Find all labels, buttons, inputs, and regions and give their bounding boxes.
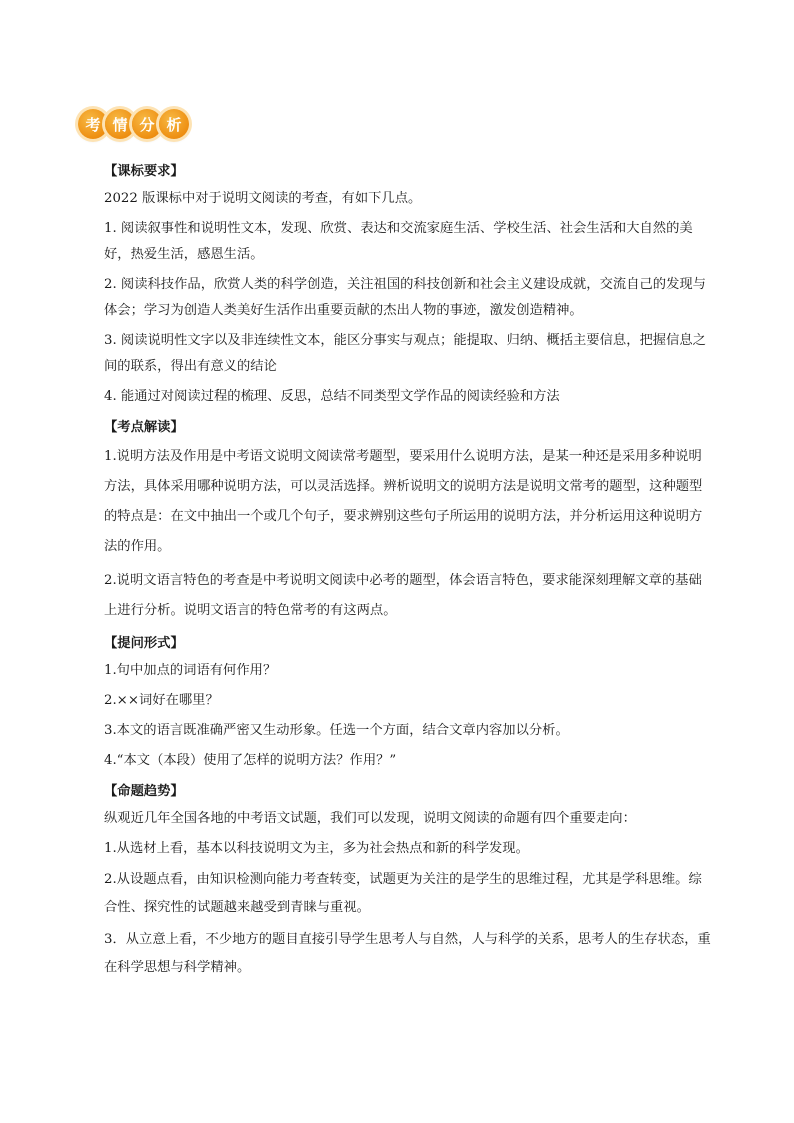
- paragraph: 1.句中加点的词语有何作用？: [104, 663, 277, 678]
- paragraph: 2.说明文语言特色的考查是中考说明文阅读中必考的题型，体会语言特色，要求能深刻理解文章的基础上进行分析。说明文语言的特色常考的有这两点。: [104, 573, 702, 618]
- badge-char: 析: [159, 109, 189, 139]
- paragraph: 1. 阅读叙事性和说明性文本，发现、欣赏、表达和交流家庭生活、学校生活、社会生活和大自然的美好，热爱生活，感恩生活。: [104, 221, 693, 262]
- section-trends: [104, 778, 712, 982]
- paragraph: 4. 能通过对阅读过程的梳理、反思，总结不同类型文学作品的阅读经验和方法: [104, 389, 560, 404]
- paragraph: 2.××词好在哪里？: [104, 693, 219, 708]
- paragraph: 3.本文的语言既准确严密又生动形象。任选一个方面，结合文章内容加以分析。: [104, 723, 569, 738]
- paragraph: 纵观近几年全国各地的中考语文试题，我们可以发现，说明文阅读的命题有四个重要走向：: [104, 811, 636, 826]
- badge-char: 情: [105, 109, 135, 139]
- paragraph: 3. 阅读说明性文字以及非连续性文本，能区分事实与观点；能提取、归纳、概括主要信息，把握信息之间的联系，得出有意义的结论: [104, 333, 706, 374]
- section-question-forms: [104, 630, 712, 774]
- paragraph: 2.从设题点看，由知识检测向能力考查转变，试题更为关注的是学生的思维过程，尤其是学科思维。综合性、探究性的试题越来越受到青睐与重视。: [104, 872, 702, 915]
- paragraph: 4.“本文（本段）使用了怎样的说明方法？作用？”: [104, 753, 397, 768]
- section-badge: [78, 104, 188, 144]
- section-title: 【课标要求】: [104, 164, 184, 179]
- section-interpretation: [104, 414, 712, 626]
- paragraph: 2022 版课标中对于说明文阅读的考查，有如下几点。: [104, 191, 422, 206]
- document-body: [104, 158, 712, 986]
- section-title: 【考点解读】: [104, 420, 184, 435]
- section-title: 【命题趋势】: [104, 784, 184, 799]
- paragraph: 2. 阅读科技作品，欣赏人类的科学创造，关注祖国的科技创新和社会主义建设成就，交流自己的发现与体会；学习为创造人类美好生活作出重要贡献的杰出人物的事迹，激发创造精神。: [104, 277, 706, 318]
- badge-char: 考: [78, 109, 108, 139]
- section-title: 【提问形式】: [104, 636, 184, 651]
- paragraph: 1.说明方法及作用是中考语文说明文阅读常考题型，要采用什么说明方法，是某一种还是采用多种说明方法，具体采用哪种说明方法，可以灵活选择。辨析说明文的说明方法是说明文常考的题型，这种题型的特点是：在文中抽出一个或几个句子，要求辨别这些句子所运用的说明方法，并分析运用这种说明方法的作用。: [104, 449, 703, 554]
- section-standards: [104, 158, 712, 410]
- paragraph: 1.从选材上看，基本以科技说明文为主，多为社会热点和新的科学发现。: [104, 841, 529, 856]
- badge-char: 分: [132, 109, 162, 139]
- paragraph: 3．从立意上看，不少地方的题目直接引导学生思考人与自然，人与科学的关系，思考人的生存状态，重在科学思想与科学精神。: [104, 932, 711, 975]
